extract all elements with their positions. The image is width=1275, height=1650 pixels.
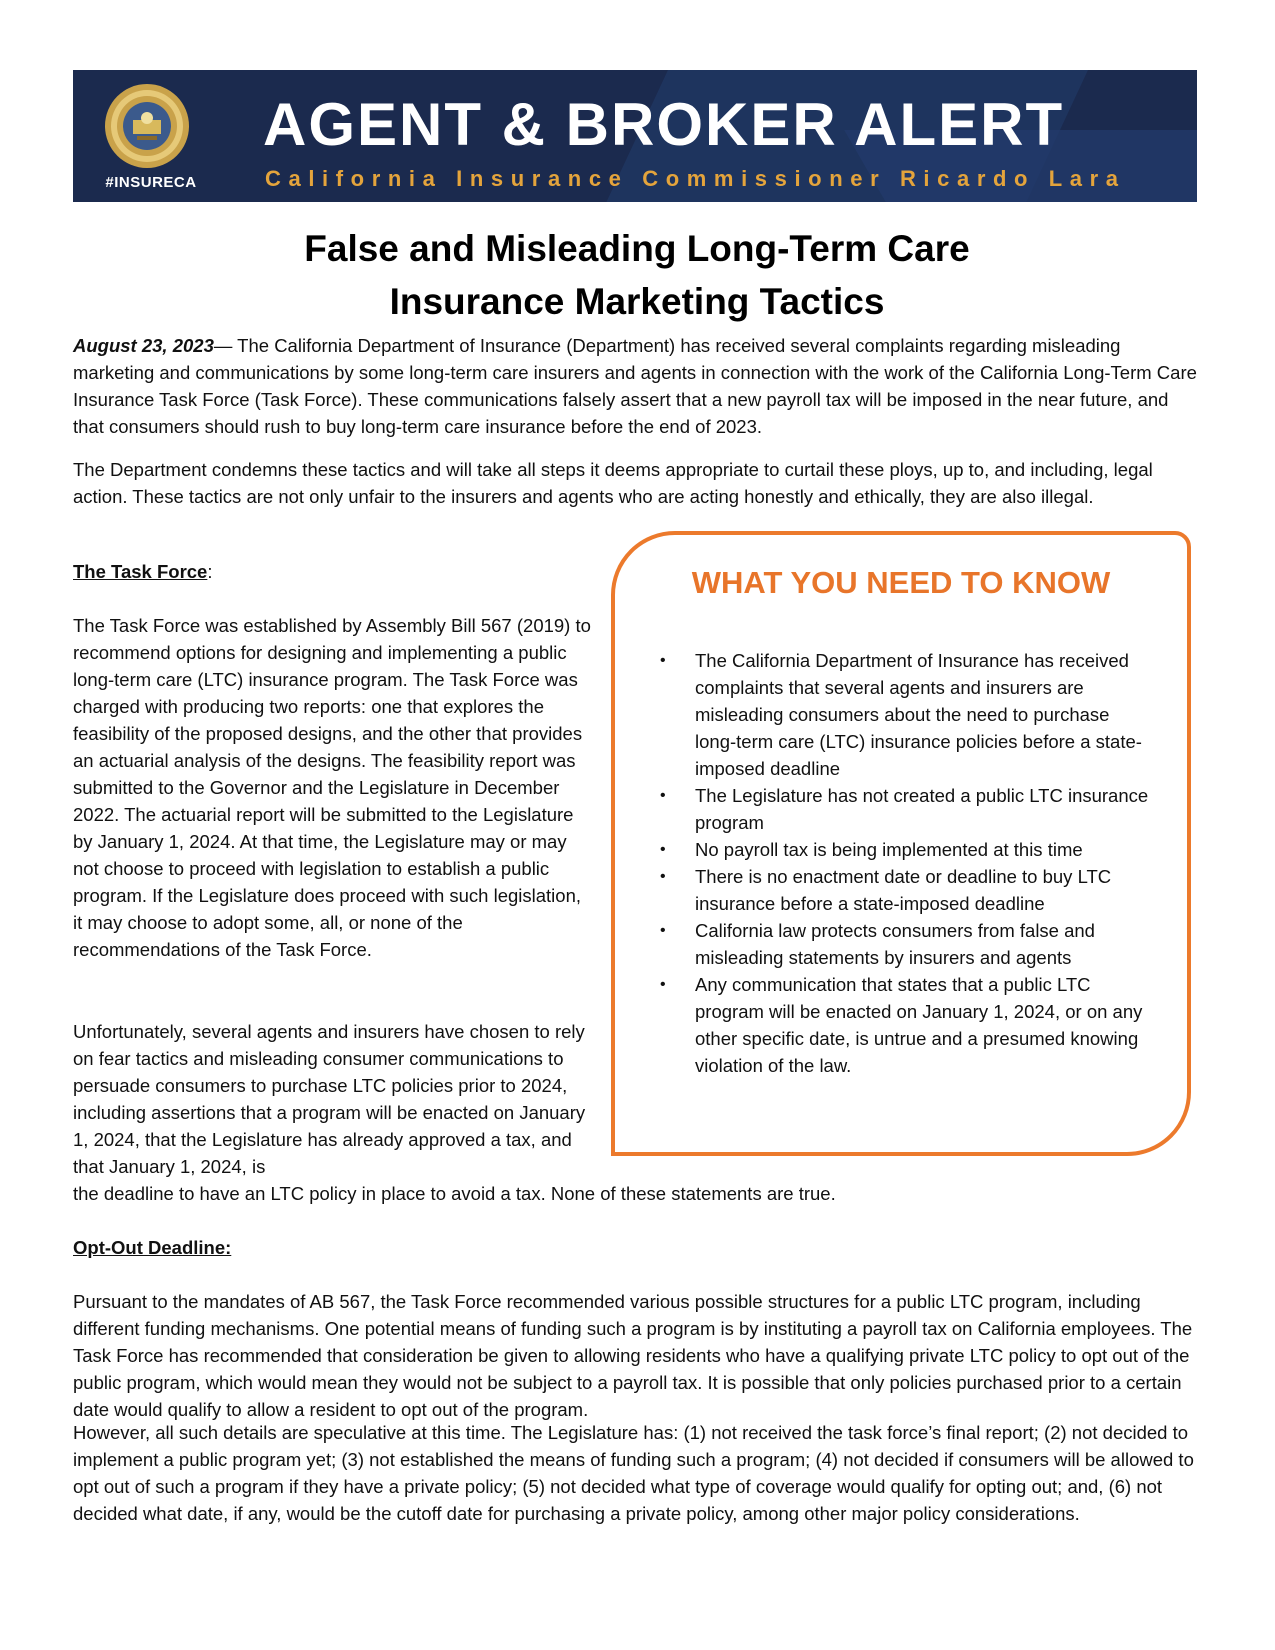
callout-list <box>655 647 1155 1079</box>
document-title-line-1: False and Misleading Long-Term Care <box>304 228 970 269</box>
fear-tactics-paragraph: Unfortunately, several agents and insurers have chosen to rely on fear tactics and misleading consumer communications to persuade consumers to purchase LTC policies prior to 2024, including assertions that a program will be enacted on January 1, 2024, that the Legislature has already approved a tax, and that January 1, 2024, is <box>73 1021 586 1177</box>
callout-item <box>655 863 1155 917</box>
callout-item <box>655 836 1155 863</box>
intro-paragraph <box>73 332 1203 440</box>
callout-item-text: Any communication that states that a public LTC program will be enacted on January 1, 2024, or on any other specific date, is untrue and a presumed knowing violation of the law. <box>695 974 1143 1076</box>
release-date: August 23, 2023 <box>73 335 214 356</box>
bullet-icon: • <box>660 652 666 669</box>
opt-out-paragraph: Pursuant to the mandates of AB 567, the Task Force recommended various possible structures for a public LTC program, including different funding mechanisms. One potential means of funding such a program is by instituting a payroll tax on California employees. The Task Force has recommended that consideration be given to allowing residents who have a qualifying private LTC policy to opt out of the public program, which would mean they would not be subject to a payroll tax. It is possible that only policies purchased prior to a certain date would qualify to allow a resident to opt out of the program. <box>73 1291 1193 1420</box>
task-force-heading-text: The Task Force <box>73 561 208 582</box>
bullet-icon: • <box>660 841 666 858</box>
alert-banner <box>73 70 1197 202</box>
bullet-icon: • <box>660 868 666 885</box>
intro-text: — The California Department of Insurance (Department) has received several complaints regarding misleading marketing and communications by some long-term care insurers and agents in connection with the work of the California Long-Term Care Insurance Task Force (Task Force). These communications falsely assert that a new payroll tax will be imposed in the near future, and that consumers should rush to buy long-term care insurance before the end of 2023. <box>73 335 1197 437</box>
banner-title: AGENT & BROKER ALERT <box>263 91 1065 158</box>
bullet-icon: • <box>660 787 666 804</box>
what-you-need-to-know-callout <box>611 531 1191 1156</box>
document-title <box>137 222 1137 328</box>
callout-item <box>655 782 1155 836</box>
condemn-paragraph: The Department condemns these tactics and will take all steps it deems appropriate to curtail these ploys, up to, and including, legal action. These tactics are not only unfair to the insurers and agents who are acting honestly and ethically, they are also illegal. <box>73 459 1153 507</box>
document-title-line-2: Insurance Marketing Tactics <box>389 281 885 322</box>
fear-tactics-paragraph-end: the deadline to have an LTC policy in place to avoid a tax. None of these statements are true. <box>73 1183 836 1204</box>
callout-item <box>655 647 1155 782</box>
callout-item-text: California law protects consumers from false and misleading statements by insurers and agents <box>695 920 1095 968</box>
banner-subtitle: California Insurance Commissioner Ricardo Lara <box>265 166 1126 191</box>
speculative-paragraph: However, all such details are speculative at this time. The Legislature has: (1) not received the task force’s final report; (2) not decided to implement a public program yet; (3) not established the means of funding such a program; (4) not decided if consumers will be allowed to opt out of such a program if they have a private policy; (5) not decided what type of coverage would qualify for opting out; and, (6) not decided what date, if any, would be the cutoff date for purchasing a private policy, among other major policy considerations. <box>73 1422 1194 1524</box>
callout-item <box>655 917 1155 971</box>
bullet-icon: • <box>660 922 666 939</box>
department-seal-logo <box>103 82 191 170</box>
callout-item-text: The California Department of Insurance has received complaints that several agents and insurers are misleading consumers about the need to purchase long-term care (LTC) insurance policies before a state-imposed deadline <box>695 650 1142 779</box>
callout-item-text: There is no enactment date or deadline to buy LTC insurance before a state-imposed deadline <box>695 866 1112 914</box>
task-force-heading-colon: : <box>207 561 213 582</box>
task-force-heading <box>73 558 212 585</box>
task-force-paragraph: The Task Force was established by Assembly Bill 567 (2019) to recommend options for designing and implementing a public long-term care (LTC) insurance program. The Task Force was charged with producing two reports: one that explores the feasibility of the proposed designs, and the other that provides an actuarial analysis of the designs. The feasibility report was submitted to the Governor and the Legislature in December 2022. The actuarial report will be submitted to the Legislature by January 1, 2024. At that time, the Legislature may or may not choose to proceed with legislation to establish a public program. If the Legislature does proceed with such legislation, it may choose to adopt some, all, or none of the recommendations of the Task Force. <box>73 615 591 960</box>
bullet-icon: • <box>660 976 666 993</box>
opt-out-heading: Opt-Out Deadline: <box>73 1237 232 1258</box>
callout-item-text: The Legislature has not created a public LTC insurance program <box>695 785 1149 833</box>
callout-item <box>655 971 1155 1079</box>
callout-item-text: No payroll tax is being implemented at this time <box>695 839 1083 860</box>
hashtag-label: #INSURECA <box>105 174 197 191</box>
callout-title: WHAT YOU NEED TO KNOW <box>691 565 1111 600</box>
